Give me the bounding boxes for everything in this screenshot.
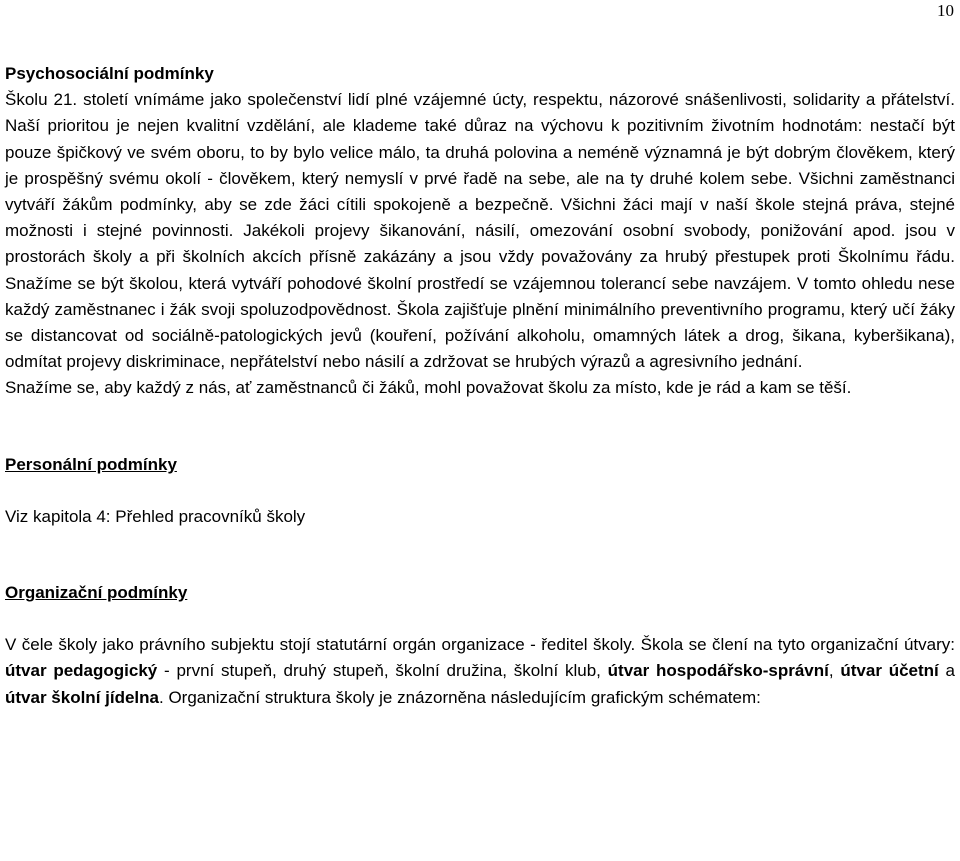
section-heading-psychosocial: Psychosociální podmínky (5, 64, 214, 83)
org-text-3: , (828, 661, 841, 681)
paragraph-personnel: Viz kapitola 4: Přehled pracovníků školy (5, 506, 306, 526)
org-text-2: - první stupeň, druhý stupeň, školní družina, školní klub, (157, 661, 608, 681)
paragraph-psychosocial-1: Školu 21. století vnímáme jako společenství lidí plné vzájemné úcty, respektu, názorové snášenlivosti, solidarity a přátelství. Naší prioritou je nejen kvalitní vzdělání, ale klademe také důraz na výchovu k pozitivním životním hodnotám: nestačí být pouze špičkový ve svém oboru, to by bylo velice málo, ta druhá polovina a neméně významná je být dobrým člověkem, který je prospěšný svému okolí - člověkem, který nemyslí v prvé řadě na sebe, ale na ty druhé kolem sebe. Všichni zaměstnanci vytváří žákům podmínky, aby se zde žáci cítili spokojeně a bezpečně. Všichni žáci mají v naší škole stejná práva, stejné možnosti i stejné povinnosti. Jakékoli projevy šikanování, násilí, omezování osobní svobody, ponižování apod. jsou v prostorách školy a při školních akcích přísně zakázány a jsou vždy považovány za hrubý přestupek proti Školnímu řádu. Snažíme se být školou, která vytváří pohodové školní prostředí se vzájemnou tolerancí sebe navzájem. V tomto ohledu nese každý zaměstnanec i žák svoji spoluzodpovědnost. Škola zajišťuje plnění minimálního preventivního programu, který učí žáky se distancovat od sociálně-patologických jevů (kouření, požívání alkoholu, omamných látek a drog, šikana, kyberšikana), odmítat projevy diskriminace, nepřátelství nebo násilí a zdržovat se hrubých výrazů a agresivního jednání. (5, 90, 955, 372)
section-organizational (5, 580, 955, 711)
org-unit-canteen: útvar školní jídelna (5, 687, 159, 707)
section-personnel (5, 452, 955, 530)
section-heading-organizational: Organizační podmínky (5, 583, 188, 603)
page-number: 10 (937, 1, 954, 20)
org-unit-pedagogical: útvar pedagogický (5, 661, 158, 681)
org-unit-economic-administrative: útvar hospodářsko-správní (607, 661, 829, 681)
document-body (5, 61, 955, 711)
paragraph-psychosocial-2: Snažíme se, aby každý z nás, ať zaměstnanců či žáků, mohl považovat školu za místo, kde je rád a kam se těší. (5, 378, 852, 398)
section-heading-personnel: Personální podmínky (5, 454, 177, 474)
org-text-5: . Organizační struktura školy je znázorněna následujícím grafickým schématem: (159, 687, 761, 707)
org-unit-accounting: útvar účetní (840, 661, 939, 681)
org-text-4: a (938, 661, 956, 681)
org-text-1: V čele školy jako právního subjektu stojí statutární orgán organizace - ředitel školy. Škola se člení na tyto organizační útvary: (5, 635, 955, 655)
section-psychosocial (5, 61, 955, 402)
paragraph-organizational (5, 632, 955, 711)
